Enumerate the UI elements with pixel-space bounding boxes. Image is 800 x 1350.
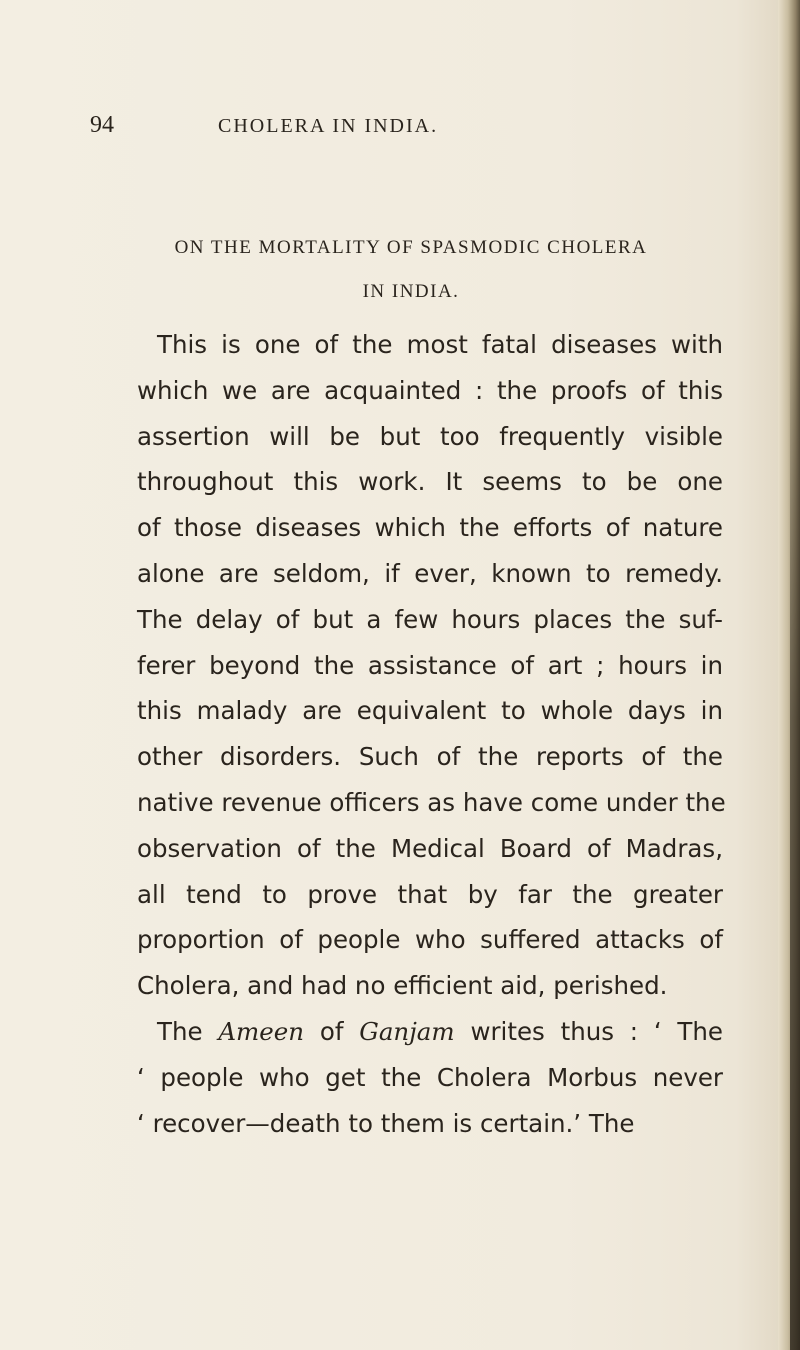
text-line: other disorders. Such of the reports of the (137, 742, 723, 772)
chapter-title-line-2: IN INDIA. (362, 281, 460, 302)
quote-line: ‘ recover—death to them is certain.’ The (137, 1108, 635, 1138)
text-line: This is one of the most fatal diseases with (157, 330, 723, 359)
ganjam-italic: Ganjam (359, 1016, 455, 1046)
chapter-title (116, 226, 706, 314)
text-line: assertion will be but too frequently visible (137, 421, 723, 451)
page-edge-shadow (790, 300, 800, 1350)
text-line: proportion of people who suffered attacks of (137, 925, 723, 955)
running-title: CHOLERA IN INDIA. (218, 115, 439, 137)
page-number: 94 (90, 112, 114, 138)
text-line: throughout this work. It seems to be one (137, 467, 723, 497)
ameen-italic: Ameen (218, 1016, 305, 1046)
body-paragraph (137, 322, 726, 1146)
text-line: The delay of but a few hours places the suf- (137, 604, 723, 634)
text-line: observation of the Medical Board of Madras, (137, 833, 723, 863)
text-line: all tend to prove that by far the greater (137, 879, 723, 909)
text-line: which we are acquainted : the proofs of this (137, 375, 723, 405)
quote-intro-mid: of (304, 1016, 360, 1046)
quote-intro-line (137, 1009, 723, 1055)
text-line: this malady are equivalent to whole days in (137, 696, 723, 726)
text-line: alone are seldom, if ever, known to remedy. (137, 558, 723, 588)
quote-intro-post: writes thus : ‘ The (454, 1016, 723, 1046)
quote-intro-pre: The (157, 1016, 219, 1046)
page-header (90, 112, 700, 152)
text-line: Cholera, and had no efficient aid, perished. (137, 971, 668, 1001)
text-line: native revenue officers as have come under the (137, 787, 726, 817)
quote-line: ‘ people who get the Cholera Morbus never (137, 1062, 723, 1092)
chapter-title-line-1: ON THE MORTALITY OF SPASMODIC CHOLERA (174, 237, 648, 258)
text-line: ferer beyond the assistance of art ; hours in (137, 650, 723, 680)
text-line: of those diseases which the efforts of nature (137, 513, 723, 543)
